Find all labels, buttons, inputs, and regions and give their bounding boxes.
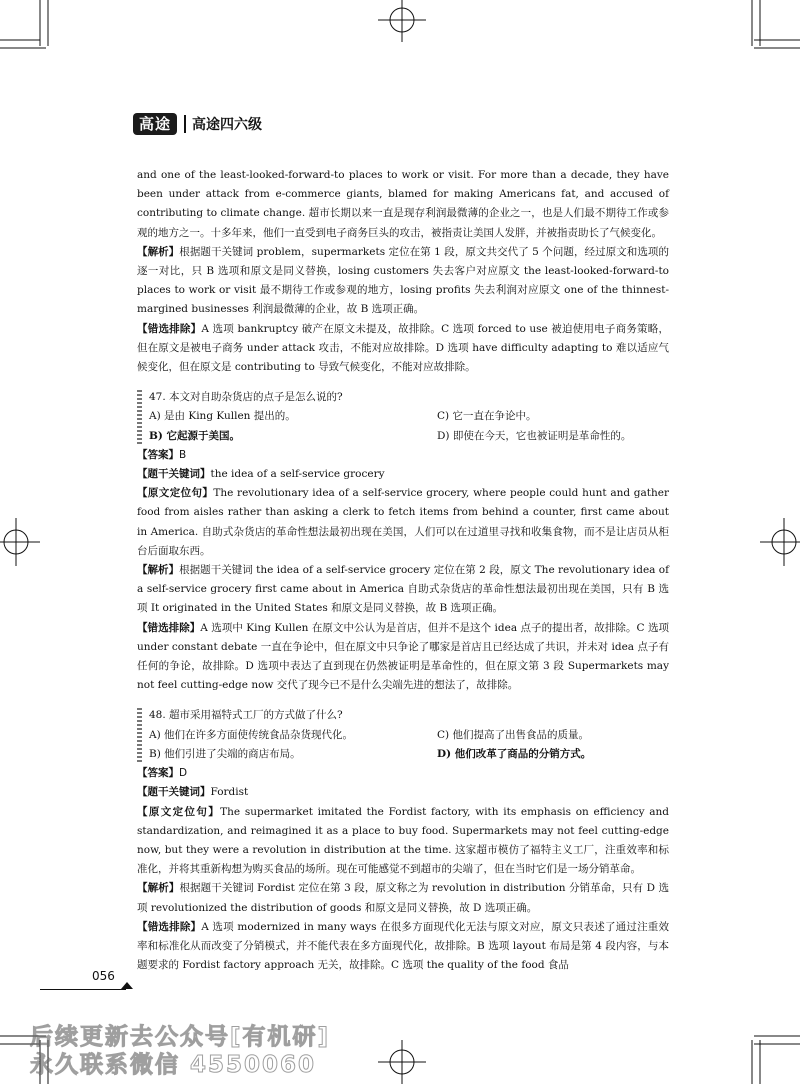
option-b: B) 它起源于美国。 — [149, 429, 240, 442]
answer-tag: 【答案】 — [137, 448, 179, 461]
analysis-text: 根据题干关键词 Fordist 定位在第 3 段，原文称之为 revolution in distribution 分销革命，只有 D 选项 revolutionized the distribution of goods 和原文是同义替换，故 D 选项正确。 — [137, 882, 669, 914]
answer-line — [137, 446, 669, 465]
answer-line — [137, 764, 669, 783]
locate-text: The revolutionary idea of a self-service grocery, where people could hunt and gather food from aisles rather than asking a clerk to fetch items from behind a counter, first came about in America. 自助式杂货店的革命性想法最初出现在美国，人们可以在过道里寻找和收集食物，而不是让店员从柜台后面取东西。 — [137, 487, 670, 557]
exclusion-tag: 【错选排除】 — [137, 322, 202, 335]
answer-tag: 【答案】 — [137, 767, 179, 780]
analysis-tag: 【解析】 — [137, 882, 180, 895]
keyword-line — [137, 783, 669, 802]
exclusion-paragraph — [137, 619, 669, 696]
header-title: 高途四六级 — [192, 117, 263, 133]
exclusion-tag: 【错选排除】 — [137, 920, 202, 933]
header-divider — [184, 115, 186, 133]
exclusion-text: A 选项 bankruptcy 破产在原文未提及，故排除。C 选项 forced to use 被迫使用电子商务策略，但在原文是被电子商务 under attack 攻击，不能对应故排除。D 选项 have difficulty adapting to 难以适应气候变化，但在原文是 contributing to 导致气候变化，不能对应故排除。 — [137, 322, 670, 374]
analysis-paragraph — [137, 879, 669, 917]
page-header — [133, 112, 262, 136]
footer-rule — [40, 989, 126, 990]
locate-tag: 【原文定位句】 — [137, 805, 221, 818]
page-number: 056 — [92, 969, 115, 983]
option-b: B) 他们引进了尖端的商店布局。 — [149, 747, 301, 760]
locate-paragraph — [137, 484, 669, 561]
exclusion-text: A 选项中 King Kullen 在原文中公认为是首店，但并不是这个 idea 点子的提出者，故排除。C 选项 under constant debate 一直在争论中，但在原文中只争论了哪家是首店且已经达成了共识，并未对 idea 点子有任何的争论，故排除。D 选项中表达了直到现在仍然被证明是革命性的，但在原文第 3 段 Supermarkets may not feel cutting-edge now 交代了现今已不是什么尖端先进的想法了，故排除。 — [137, 621, 669, 692]
keyword-tag: 【题干关键词】 — [137, 468, 211, 481]
keyword-text: the idea of a self-service grocery — [210, 468, 385, 481]
question-48 — [137, 706, 669, 764]
question-marker — [137, 708, 142, 762]
answer-value: D — [179, 767, 188, 780]
page-content — [137, 166, 669, 975]
locate-paragraph — [137, 803, 669, 880]
watermark-line-1: 后续更新去公众号[有机研] — [30, 1024, 331, 1050]
keyword-tag: 【题干关键词】 — [137, 786, 211, 799]
analysis-tag: 【解析】 — [137, 245, 180, 258]
exclusion-paragraph — [137, 320, 669, 378]
locate-tag: 【原文定位句】 — [137, 487, 214, 500]
brand-logo: 高途 — [133, 113, 177, 135]
analysis-text: 根据题干关键词 the idea of a self-service grocery 定位在第 2 段，原文 The revolutionary idea of a self-service grocery first came about in America 自助式杂货店的革命性想法最初出现在美国，只有 B 选项 It originated in the United States 和原文是同义替换，故 B 选项正确。 — [137, 564, 669, 615]
keyword-text: Fordist — [210, 786, 249, 799]
keyword-line — [137, 465, 669, 484]
option-c: C) 他们提高了出售食品的质量。 — [437, 728, 589, 741]
analysis-tag: 【解析】 — [137, 564, 180, 577]
exclusion-text: A 选项 modernized in many ways 在很多方面现代化无法与原文对应，原文只表述了通过注重效率和标准化从而改变了分销模式，并不能代表在多方面现代化，故排除。B 选项 layout 布局是第 4 段内容，与本题要求的 Fordist factory approach 无关，故排除。C 选项 the quality of the food 食品 — [137, 920, 670, 972]
answer-value: B — [179, 448, 187, 461]
exclusion-paragraph — [137, 918, 669, 976]
locate-text: The supermarket imitated the Fordist factory, with its emphasis on efficiency and standardization, and reimagined it as a place to buy food. Supermarkets may not feel cutting-edge now, but they were a revolution in distribution at the time. 这家超市模仿了福特主义工厂，注重效率和标准化，并将其重新构想为购买食品的场所。现在可能感觉不到超市的尖端了，但在当时它们是一场分销革命。 — [137, 805, 669, 876]
watermark-line-2: 永久联系微信 4550060 — [30, 1052, 317, 1078]
question-47 — [137, 388, 669, 446]
question-options — [149, 726, 669, 764]
analysis-paragraph — [137, 561, 669, 619]
passage-paragraph: and one of the least-looked-forward-to places to work or visit. For more than a decade, they have been under attack from e-commerce giants, blamed for making Americans fat, and accused of contributing to climate change. 超市长期以来一直是现存利润最微薄的企业之一，也是人们最不期待工作或参观的地方之一。十多年来，他们一直受到电子商务巨头的攻击，被指责让美国人发胖，并被指责助长了气候变化。 — [137, 169, 669, 239]
question-stem: 47. 本文对自助杂货店的点子是怎么说的? — [149, 391, 343, 404]
option-a: A) 他们在许多方面使传统食品杂货现代化。 — [149, 728, 354, 741]
option-d: D) 即使在今天，它也被证明是革命性的。 — [437, 429, 632, 442]
question-stem: 48. 超市采用福特式工厂的方式做了什么? — [149, 709, 343, 722]
question-marker — [137, 390, 142, 444]
analysis-paragraph — [137, 243, 669, 320]
question-options — [149, 407, 669, 445]
option-d: D) 他们改革了商品的分销方式。 — [437, 747, 592, 760]
triangle-icon — [121, 982, 133, 989]
option-a: A) 是由 King Kullen 提出的。 — [149, 410, 296, 423]
option-c: C) 它一直在争论中。 — [437, 410, 537, 423]
analysis-text: 根据题干关键词 problem，supermarkets 定位在第 1 段，原文共交代了 5 个问题，经过原文和选项的逐一对比，只 B 选项和原文是同义替换，losing customers 失去客户对应原文 the least-looked-forward-to places to work or visit 最不期待工作或参观的地方，losing profits 失去利润对应原文 one of the thinnest-margined businesses 利润最微薄的企业，故 B 选项正确。 — [137, 245, 669, 316]
exclusion-tag: 【错选排除】 — [137, 621, 201, 634]
